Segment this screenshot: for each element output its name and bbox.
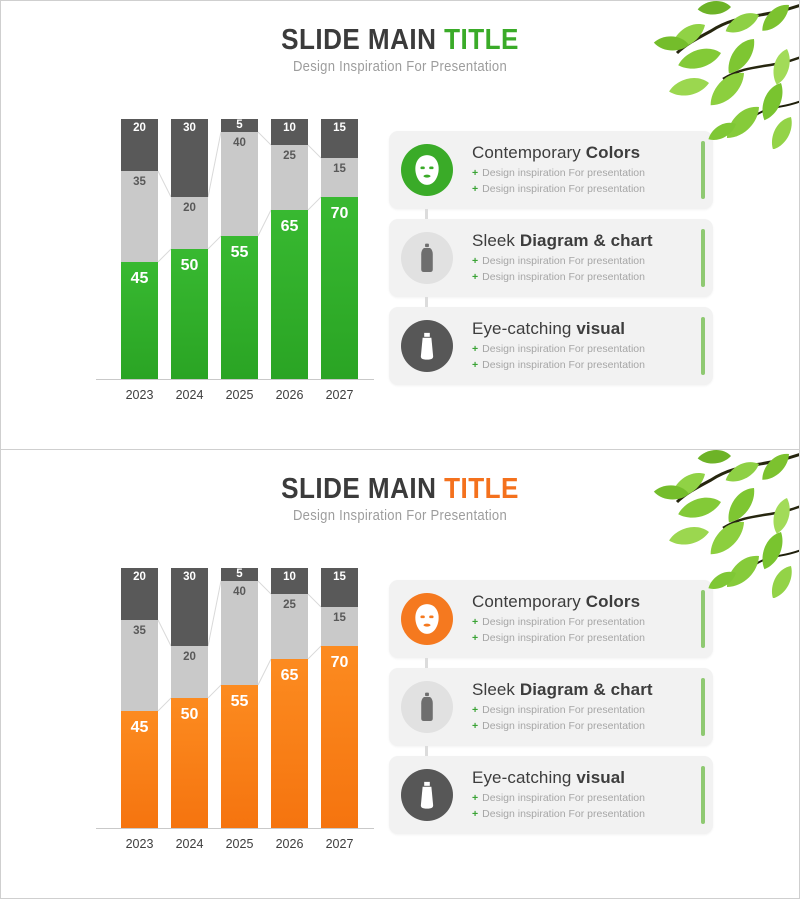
slide-subtitle: Design Inspiration For Presentation bbox=[292, 58, 508, 75]
card-bullet bbox=[472, 615, 691, 631]
plus-icon: + bbox=[472, 342, 479, 355]
slide-title-accent: TITLE bbox=[444, 473, 519, 505]
card-title bbox=[472, 143, 691, 163]
card-bullet bbox=[472, 342, 691, 358]
bar-segment bbox=[171, 249, 208, 379]
feature-card-eye-catching bbox=[389, 307, 713, 385]
card-bullet-text: Design inspiration For presentation bbox=[482, 270, 645, 283]
bar-segment-label: 20 bbox=[183, 651, 196, 663]
bottle-icon bbox=[401, 232, 453, 284]
card-bullet-text: Design inspiration For presentation bbox=[482, 631, 645, 644]
card-bullet bbox=[472, 807, 691, 823]
card-body bbox=[472, 768, 691, 823]
slide-header bbox=[41, 474, 759, 524]
x-axis-label: 2025 bbox=[225, 388, 254, 402]
bar-segment bbox=[121, 171, 158, 262]
card-accent-bar bbox=[701, 678, 705, 736]
bar-segment bbox=[171, 698, 208, 828]
bar-segment bbox=[271, 145, 308, 210]
card-title-regular: Sleek bbox=[472, 679, 516, 699]
x-axis-line bbox=[96, 379, 374, 380]
card-bullet-text: Design inspiration For presentation bbox=[482, 166, 645, 179]
bar-segment bbox=[321, 607, 358, 646]
bar-segment-label: 40 bbox=[233, 586, 246, 598]
bar-segment bbox=[321, 158, 358, 197]
tube-icon bbox=[401, 769, 453, 821]
card-bullet bbox=[472, 166, 691, 182]
feature-card-contemporary-colors bbox=[389, 580, 713, 658]
bar-segment bbox=[271, 119, 308, 145]
feature-card-contemporary-colors bbox=[389, 131, 713, 209]
slide-subtitle: Design Inspiration For Presentation bbox=[292, 507, 508, 524]
bar-segment-label: 45 bbox=[130, 719, 149, 736]
card-body bbox=[472, 319, 691, 374]
bar-segment-label: 20 bbox=[183, 202, 196, 214]
bar-segment-label: 50 bbox=[180, 257, 199, 274]
bar-segment-label: 20 bbox=[133, 122, 146, 134]
bar-segment bbox=[121, 262, 158, 379]
card-bullet bbox=[472, 358, 691, 374]
card-accent-bar bbox=[701, 590, 705, 648]
bar-segment bbox=[271, 594, 308, 659]
slide-title bbox=[41, 474, 759, 506]
stacked-bar-chart bbox=[106, 119, 376, 424]
bar-segment bbox=[121, 620, 158, 711]
card-bullet-text: Design inspiration For presentation bbox=[482, 254, 645, 267]
bar-segment bbox=[321, 197, 358, 379]
bar-segment bbox=[321, 568, 358, 607]
bar-segment-label: 50 bbox=[180, 706, 199, 723]
bar-segment bbox=[221, 132, 258, 236]
bar-segment-label: 15 bbox=[333, 163, 346, 175]
bar-segment bbox=[321, 646, 358, 828]
x-axis-label: 2023 bbox=[125, 837, 154, 851]
feature-card-sleek-diagram bbox=[389, 219, 713, 297]
card-title-bold: visual bbox=[576, 318, 626, 338]
card-bullet-text: Design inspiration For presentation bbox=[482, 182, 645, 195]
plus-icon: + bbox=[472, 615, 479, 628]
bar-segment bbox=[171, 568, 208, 646]
x-axis-label: 2023 bbox=[125, 388, 154, 402]
tube-icon bbox=[401, 320, 453, 372]
bar-segment bbox=[171, 646, 208, 698]
bar-segment bbox=[221, 568, 258, 581]
bar-segment-label: 15 bbox=[333, 612, 346, 624]
bar-segment-label: 70 bbox=[330, 205, 349, 222]
face-mask-glyph bbox=[406, 149, 448, 191]
bar-segment-label: 65 bbox=[280, 667, 299, 684]
card-bullet-text: Design inspiration For presentation bbox=[482, 703, 645, 716]
bar-segment-label: 5 bbox=[236, 568, 243, 580]
bar-segment bbox=[221, 119, 258, 132]
bar-segment bbox=[121, 119, 158, 171]
card-title-regular: Eye-catching bbox=[472, 318, 572, 338]
card-title bbox=[472, 319, 691, 339]
x-axis-label: 2026 bbox=[275, 837, 304, 851]
card-title-bold: visual bbox=[576, 767, 626, 787]
x-axis-line bbox=[96, 828, 374, 829]
card-bullet bbox=[472, 719, 691, 735]
card-accent-bar bbox=[701, 229, 705, 287]
plus-icon: + bbox=[472, 703, 479, 716]
bar-segment-label: 10 bbox=[283, 571, 296, 583]
bar-segment-label: 35 bbox=[133, 176, 146, 188]
card-bullet-text: Design inspiration For presentation bbox=[482, 342, 645, 355]
x-axis-label: 2027 bbox=[325, 388, 354, 402]
bar-segment-label: 35 bbox=[133, 625, 146, 637]
card-bullet bbox=[472, 703, 691, 719]
card-body bbox=[472, 143, 691, 198]
bar-segment bbox=[121, 568, 158, 620]
tube-glyph bbox=[406, 774, 448, 816]
bar-segment bbox=[121, 711, 158, 828]
slide-title-accent: TITLE bbox=[444, 24, 519, 56]
slide-header bbox=[41, 25, 759, 75]
card-title-regular: Sleek bbox=[472, 230, 516, 250]
card-bullet-text: Design inspiration For presentation bbox=[482, 807, 645, 820]
slide-orange-variant bbox=[0, 449, 800, 899]
card-title-bold: Diagram & chart bbox=[519, 230, 653, 250]
plus-icon: + bbox=[472, 719, 479, 732]
card-title-bold: Diagram & chart bbox=[519, 679, 653, 699]
card-body bbox=[472, 231, 691, 286]
bar-segment-label: 55 bbox=[230, 693, 249, 710]
bar-segment-label: 30 bbox=[183, 122, 196, 134]
card-title-regular: Eye-catching bbox=[472, 767, 572, 787]
bar-segment-label: 65 bbox=[280, 218, 299, 235]
face-mask-icon bbox=[401, 144, 453, 196]
card-connector-line bbox=[425, 658, 428, 668]
slide-title bbox=[41, 25, 759, 57]
card-accent-bar bbox=[701, 766, 705, 824]
card-bullet bbox=[472, 182, 691, 198]
bar-segment-label: 25 bbox=[283, 599, 296, 611]
card-title bbox=[472, 680, 691, 700]
card-bullet bbox=[472, 631, 691, 647]
card-body bbox=[472, 592, 691, 647]
x-axis-label: 2024 bbox=[175, 388, 204, 402]
slide-title-main: SLIDE MAIN bbox=[281, 473, 437, 505]
bar-segment-label: 15 bbox=[333, 122, 346, 134]
plus-icon: + bbox=[472, 182, 479, 195]
bar-segment-label: 40 bbox=[233, 137, 246, 149]
card-connector-line bbox=[425, 297, 428, 307]
x-axis-label: 2024 bbox=[175, 837, 204, 851]
bar-segment bbox=[221, 581, 258, 685]
card-title-regular: Contemporary bbox=[472, 142, 581, 162]
slide-title-main: SLIDE MAIN bbox=[281, 24, 437, 56]
bar-segment-label: 55 bbox=[230, 244, 249, 261]
plus-icon: + bbox=[472, 358, 479, 371]
bar-segment bbox=[221, 236, 258, 379]
bar-segment bbox=[171, 197, 208, 249]
card-title bbox=[472, 231, 691, 251]
x-axis-label: 2027 bbox=[325, 837, 354, 851]
bar-segment-label: 15 bbox=[333, 571, 346, 583]
card-bullet bbox=[472, 270, 691, 286]
bottle-icon bbox=[401, 681, 453, 733]
bar-segment bbox=[221, 685, 258, 828]
card-title-bold: Colors bbox=[585, 591, 641, 611]
card-body bbox=[472, 680, 691, 735]
feature-card-sleek-diagram bbox=[389, 668, 713, 746]
bar-segment bbox=[171, 119, 208, 197]
bar-segment bbox=[271, 210, 308, 379]
card-title-bold: Colors bbox=[585, 142, 641, 162]
bar-segment-label: 20 bbox=[133, 571, 146, 583]
bar-segment bbox=[271, 659, 308, 828]
plus-icon: + bbox=[472, 631, 479, 644]
x-axis-label: 2026 bbox=[275, 388, 304, 402]
card-bullet-text: Design inspiration For presentation bbox=[482, 615, 645, 628]
plus-icon: + bbox=[472, 791, 479, 804]
bar-segment-label: 70 bbox=[330, 654, 349, 671]
card-bullet bbox=[472, 791, 691, 807]
bar-segment bbox=[321, 119, 358, 158]
bottle-glyph bbox=[406, 237, 448, 279]
tube-glyph bbox=[406, 325, 448, 367]
x-axis-label: 2025 bbox=[225, 837, 254, 851]
face-mask-glyph bbox=[406, 598, 448, 640]
stacked-bar-chart bbox=[106, 568, 376, 873]
bar-segment-label: 10 bbox=[283, 122, 296, 134]
card-bullet bbox=[472, 254, 691, 270]
feature-cards bbox=[389, 580, 713, 844]
bar-segment-label: 5 bbox=[236, 119, 243, 131]
feature-card-eye-catching bbox=[389, 756, 713, 834]
bottle-glyph bbox=[406, 686, 448, 728]
feature-cards bbox=[389, 131, 713, 395]
face-mask-icon bbox=[401, 593, 453, 645]
card-title bbox=[472, 768, 691, 788]
plus-icon: + bbox=[472, 807, 479, 820]
card-title bbox=[472, 592, 691, 612]
card-bullet-text: Design inspiration For presentation bbox=[482, 791, 645, 804]
bar-segment-label: 25 bbox=[283, 150, 296, 162]
card-bullet-text: Design inspiration For presentation bbox=[482, 358, 645, 371]
bar-segment bbox=[271, 568, 308, 594]
bar-segment-label: 45 bbox=[130, 270, 149, 287]
card-accent-bar bbox=[701, 141, 705, 199]
plus-icon: + bbox=[472, 270, 479, 283]
card-accent-bar bbox=[701, 317, 705, 375]
bar-segment-label: 30 bbox=[183, 571, 196, 583]
card-connector-line bbox=[425, 746, 428, 756]
plus-icon: + bbox=[472, 254, 479, 267]
card-bullet-text: Design inspiration For presentation bbox=[482, 719, 645, 732]
card-connector-line bbox=[425, 209, 428, 219]
card-title-regular: Contemporary bbox=[472, 591, 581, 611]
plus-icon: + bbox=[472, 166, 479, 179]
